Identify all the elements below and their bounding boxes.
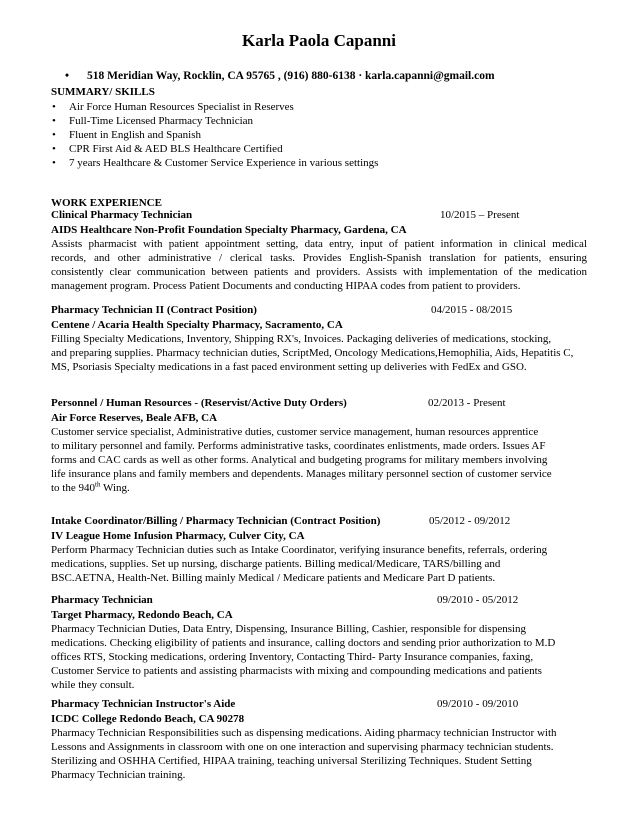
skill-item: • CPR First Aid & AED BLS Healthcare Certified [51, 142, 378, 156]
job-description-line: BSC.AETNA, Health-Net. Billing mainly Medical / Medicare patients and Medicare Part D patients. [51, 572, 496, 584]
skill-item: • 7 years Healthcare & Customer Service Experience in various settings [51, 156, 378, 170]
job-entry [51, 396, 587, 495]
job-dates: 09/2010 - 05/2012 [437, 594, 519, 606]
job-title: Pharmacy Technician [51, 594, 153, 606]
job-entry [51, 303, 587, 374]
job-description-line: Filling Specialty Medications, Inventory, Shipping RX's, Invoices. Packaging deliveries of medications, stocking, [51, 333, 552, 345]
job-entry [51, 593, 587, 692]
job-description-line: Sterilizing and OSHHA Certified, HIPAA training, teaching universal Sterilizing Techniques. Student Setting [51, 755, 532, 767]
job-organization: Air Force Reserves, Beale AFB, CA [51, 412, 218, 424]
job-organization: Centene / Acaria Health Specialty Pharmacy, Sacramento, CA [51, 319, 343, 331]
job-title: Clinical Pharmacy Technician [51, 209, 193, 221]
skill-item: • Air Force Human Resources Specialist in Reserves [51, 100, 378, 114]
candidate-name: Karla Paola Capanni [242, 31, 396, 50]
job-organization: ICDC College Redondo Beach, CA 90278 [51, 713, 245, 725]
ordinal-suffix: th [95, 480, 101, 489]
job-dates: 10/2015 – Present [440, 209, 520, 221]
job-entry [51, 697, 587, 782]
job-dates: 04/2015 - 08/2015 [431, 304, 513, 316]
job-title: Pharmacy Technician Instructor's Aide [51, 698, 236, 710]
job-description-text: Wing. [100, 482, 130, 494]
job-description-line: Pharmacy Technician Responsibilities such as dispensing medications. Aiding pharmacy technician Instructor with [51, 727, 557, 739]
skill-item: • Fluent in English and Spanish [51, 128, 378, 142]
job-description-line: management program. Process Patient Documents and conducting HIPAA codes from patient to providers. [51, 280, 521, 292]
job-organization: Target Pharmacy, Redondo Beach, CA [51, 609, 233, 621]
work-heading: WORK EXPERIENCE [51, 197, 162, 209]
job-description-line: Customer Service to patients and assisting pharmacists with mixing and compounding medications and patients [51, 665, 542, 677]
job-description-line: Pharmacy Technician training. [51, 769, 186, 781]
job-description-line: to military personnel and family. Performs administrative tasks, coordinates enlistments, made orders. Issues AF [51, 440, 546, 452]
job-description-line: medications. Checking eligibility of patients and insurance, calling doctors and sending prior authorization to M.D [51, 637, 556, 649]
job-dates: 09/2010 - 09/2010 [437, 698, 519, 710]
job-description-line: consistently clear communication between patients and providers. Assists with implementation of the medication [51, 266, 587, 278]
job-description-line: and preparing supplies. Pharmacy technician duties, ScriptMed, Oncology Medications,Hemophilia, Aids, Hepatitis C, [51, 347, 574, 359]
job-description-text: to the 940 [51, 482, 95, 494]
skills-list [51, 100, 378, 170]
job-title: Pharmacy Technician II (Contract Position) [51, 304, 257, 316]
job-dates: 02/2013 - Present [428, 397, 506, 409]
skill-item: • Full-Time Licensed Pharmacy Technician [51, 114, 378, 128]
job-entry [51, 514, 587, 585]
job-description-line: while they consult. [51, 679, 135, 691]
job-organization: AIDS Healthcare Non-Profit Foundation Specialty Pharmacy, Gardena, CA [51, 224, 407, 236]
bullet-icon: • [65, 70, 70, 82]
job-description-line: offices RTS, Stocking medications, ordering Inventory, Contacting Third- Party Insurance companies, faxing, [51, 651, 534, 663]
job-description-line: life insurance plans and family members and dependents. Manages military personnel section of customer service [51, 468, 552, 480]
job-description-line: medications, supplies. Set up nursing, discharge patients. Billing medical/Medicare, TARS/billing and [51, 558, 501, 570]
job-description-line [51, 481, 587, 495]
job-title: Intake Coordinator/Billing / Pharmacy Technician (Contract Position) [51, 515, 381, 527]
job-description-line: Perform Pharmacy Technician duties such as Intake Coordinator, verifying insurance benefits, referrals, ordering [51, 544, 548, 556]
job-description-line: Customer service specialist, Administrative duties, customer service management, human resources apprentice [51, 426, 539, 438]
job-organization: IV League Home Infusion Pharmacy, Culver City, CA [51, 530, 305, 542]
contact-info: 518 Meridian Way, Rocklin, CA 95765 , (916) 880-6138 · karla.capanni@gmail.com [87, 70, 495, 82]
summary-heading: SUMMARY/ SKILLS [51, 86, 155, 98]
job-description-line: Assists pharmacist with patient appointment setting, data entry, input of patient information in clinical medical [51, 238, 587, 250]
job-entry [51, 208, 587, 293]
job-description-line: Lessons and Assignments in classroom with one on one interaction and supervising pharmacy technician students. [51, 741, 554, 753]
job-description-line: forms and CAC cards as well as other forms. Analytical and budgeting programs for military members involving [51, 454, 548, 466]
job-dates: 05/2012 - 09/2012 [429, 515, 511, 527]
job-description-line: Pharmacy Technician Duties, Data Entry, Dispensing, Insurance Billing, Cashier, responsible for dispensing [51, 623, 527, 635]
job-title: Personnel / Human Resources - (Reservist/Active Duty Orders) [51, 397, 347, 409]
contact-line [65, 70, 495, 82]
job-description-line: records, and other administrative / clerical tasks. Provides English-Spanish translation for patients, ensuring [51, 252, 587, 264]
job-description-line: MS, Psoriasis Specialty medications in a fast paced environment setting up deliveries with FedEx and GSO. [51, 361, 527, 373]
